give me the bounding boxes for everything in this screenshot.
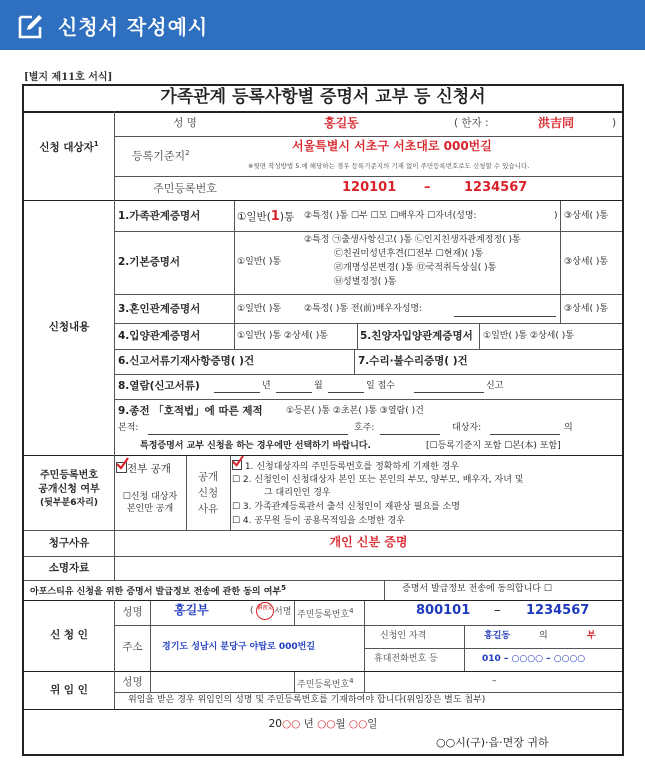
basic-cert-special-3: ㉣개명성본변경( )통 ㉤국적취득상실( )통: [334, 263, 497, 273]
applicant-sign-prefix: (: [250, 606, 254, 616]
basic-cert-detail: ③상세( )통: [564, 257, 609, 267]
supporting-docs-label: 소명자료: [48, 562, 90, 574]
inspection-year: 년: [262, 381, 271, 391]
inspection-label: 8.열람(신고서류): [118, 380, 200, 392]
marriage-cert-label: 3.혼인관계증명서: [118, 303, 201, 315]
qualification-relation: 부: [587, 631, 596, 641]
adoption-cert-opts: ①일반( )통 ②상세( )통: [237, 331, 328, 341]
special-options: [☐등록기준지 포함 ☐본(本) 포함]: [426, 441, 561, 451]
apostille-consent[interactable]: 증명서 발급정보 전송에 동의합니다 ☐: [402, 584, 552, 594]
form-number: [별지 제11호 서식]: [24, 72, 113, 83]
applicant-addr-label: 주소: [122, 641, 143, 653]
applicant-rrn-dash: –: [494, 603, 501, 618]
subject-rrn-dash: –: [424, 180, 431, 195]
subject-name-label: 성 명: [173, 117, 197, 129]
hanja-value: 洪吉同: [538, 116, 575, 130]
delegate-name-label: 성명: [122, 676, 143, 688]
delegate-note: 위임을 받은 경우 위임인의 성명 및 주민등록번호를 기재하여야 합니다(위임장은 별도 첨부): [128, 695, 486, 705]
report-cert-label: 6.신고서류기재사항증명( )건: [118, 355, 255, 367]
applicant-addr-value: 경기도 성남시 분당구 야탑로 000번길: [162, 642, 316, 652]
disclose-self-option[interactable]: ☐신청 대상자 본인만 공개: [122, 492, 178, 515]
page-header: [0, 0, 645, 50]
applicant-rrn-back: 1234567: [526, 603, 590, 618]
inspection-day: 일 접수: [366, 381, 395, 391]
adoption-cert-label: 4.입양관계증명서: [118, 330, 201, 342]
basic-cert-special-1: ②특정 ㉠출생사항신고( )통 ㉡인지친생자관계정정( )통: [304, 235, 521, 245]
full-adoption-cert-opts: ①일반( )통 ②상세( )통: [483, 331, 574, 341]
subject-section-label: 신청 대상자$^1$: [39, 140, 99, 154]
seal-stamp-icon: 洪吉父: [256, 602, 274, 620]
disclosure-reason-label: 공개 신청 사유: [197, 471, 219, 515]
marriage-cert-general: ①일반( )통: [237, 304, 282, 314]
request-reason-label: 청구사유: [48, 537, 90, 549]
phone-label: 휴대전화번호 등: [374, 654, 438, 664]
family-cert-general: ①일반(1)통: [237, 209, 295, 224]
target-label: 대상자:: [452, 423, 482, 433]
disclosure-label: 주민등록번호 공개신청 여부 (뒷부분6자리): [38, 470, 100, 508]
family-cert-label: 1.가족관계증명서: [118, 210, 201, 222]
subject-rrn-back: 1234567: [464, 180, 528, 195]
acceptance-cert-label: 7.수리·불수리증명( )건: [358, 355, 468, 367]
form-title: 가족관계 등록사항별 증명서 교부 등 신청서: [160, 87, 486, 107]
subject-rrn-label: 주민등록번호: [153, 182, 217, 195]
applicant-name-value: 홍길부: [174, 603, 209, 617]
base-value: 서울특별시 서초구 서초대로 000번길: [292, 139, 492, 153]
check-mark-icon: [231, 455, 244, 468]
reason-4[interactable]: ☐ 4. 공무원 등이 공용목적임을 소명한 경우: [232, 516, 405, 526]
edit-icon: [16, 11, 46, 41]
family-cert-detail: ③상세( )통: [564, 211, 609, 221]
subject-rrn-front: 120101: [342, 180, 397, 195]
delegate-rrn-label: 주민등록번호$^4$: [297, 677, 354, 690]
marriage-cert-special: ②특정( )통 전(前)배우자성명:: [304, 304, 423, 314]
reason-3[interactable]: ☐ 3. 가족관계등록관서 출석 신청인이 재판상 필요를 소명: [232, 502, 460, 512]
basic-cert-label: 2.기본증명서: [118, 256, 181, 268]
applicant-rrn-label: 주민등록번호$^4$: [297, 607, 354, 620]
family-cert-special-end: ): [554, 211, 558, 221]
reason-2-cont: 그 대리인인 경우: [264, 488, 331, 498]
honjeok-label: 본적:: [118, 423, 139, 433]
base-note: ※뒷면 작성방법 5.에 해당하는 경우 등록기준지의 기재 없이 주민등록번호로도 신청할 수 있습니다.: [248, 162, 530, 170]
special-note: 특정증명서 교부 신청을 하는 경우에만 선택하기 바랍니다.: [140, 441, 371, 451]
check-mark-icon: [115, 457, 129, 471]
delegate-section-label: 위 임 인: [50, 684, 88, 696]
basic-cert-general: ①일반( )통: [237, 257, 282, 267]
applicant-rrn-front: 800101: [416, 603, 471, 618]
office-addressee: ○○시(구)·읍·면장 귀하: [436, 736, 549, 749]
hanja-close: ): [612, 117, 617, 129]
applicant-section-label: 신 청 인: [50, 629, 88, 641]
family-cert-special: ②특정( )통 ☐부 ☐모 ☐배우자 ☐자녀(성명:: [304, 211, 477, 221]
qualification-eui: 의: [539, 631, 548, 641]
subject-name-value: 홍길동: [324, 116, 359, 130]
applicant-name-label: 성명: [122, 606, 143, 618]
delegate-rrn-dash: –: [492, 676, 497, 686]
hoju-label: 호주:: [354, 423, 375, 433]
base-label: 등록기준지$^2$: [132, 149, 190, 163]
target-eui: 의: [564, 423, 573, 433]
basic-cert-special-2: ㉢친권미성년후견(☐전부 ☐현재)( )통: [334, 249, 484, 259]
applicant-sign-label: 서명: [274, 607, 292, 617]
full-adoption-cert-label: 5.친양자입양관계증명서: [360, 330, 473, 342]
reason-2[interactable]: ☐ 2. 신청인이 신청대상자 본인 또는 본인의 부모, 양부모, 배우자, 자녀 및: [232, 475, 524, 485]
page-title: 신청서 작성예시: [58, 15, 209, 39]
apostille-label: 아포스티유 신청을 위한 증명서 발급정보 전송에 관한 동의 여부$^5$: [30, 584, 286, 597]
inspection-month: 월: [314, 381, 323, 391]
removed-register-label: 9.종전 「호적법」에 따른 제적: [118, 405, 263, 417]
phone-value: 010 – ○○○○ – ○○○○: [482, 654, 586, 664]
qualification-name: 홍길동: [484, 631, 511, 641]
disclose-all-option[interactable]: 전부 공개: [116, 462, 171, 475]
basic-cert-special-4: ㉥성별정정( )통: [334, 277, 397, 287]
inspection-case: 신고: [486, 381, 504, 391]
removed-register-opts: ①등본( )통 ②초본( )통 ③열람( )건: [286, 406, 424, 416]
marriage-cert-detail: ③상세( )통: [564, 304, 609, 314]
content-section-label: 신청내용: [48, 321, 90, 333]
qualification-label: 신청인 자격: [380, 631, 427, 641]
application-date: 20○○ 년 ○○월 ○○일: [268, 718, 378, 730]
hanja-label: ( 한자 :: [454, 117, 489, 129]
request-reason-value: 개인 신분 증명: [329, 535, 408, 549]
reason-1[interactable]: 1. 신청대상자의 주민등록번호를 정확하게 기재한 경우: [232, 460, 459, 472]
application-form: [22, 84, 624, 756]
